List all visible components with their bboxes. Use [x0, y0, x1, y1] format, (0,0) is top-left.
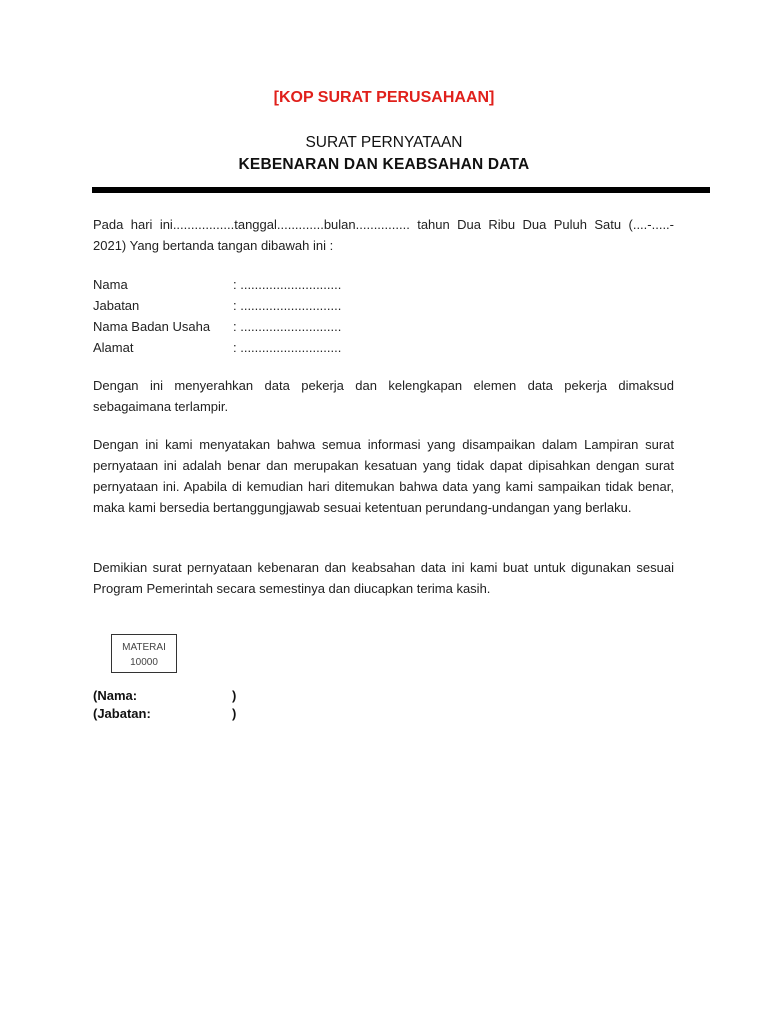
field-value: : ............................ — [233, 340, 342, 355]
field-row-jabatan — [93, 295, 341, 316]
closing-paragraph: Demikian surat pernyataan kebenaran dan keabsahan data ini kami buat untuk digunakan sesuai Program Pemerintah secara semestinya dan diucapkan terima kasih. — [93, 560, 674, 596]
field-row-nama-badan-usaha — [93, 316, 341, 337]
signature-name-close: ) — [232, 688, 237, 703]
signature-position-line — [93, 706, 237, 721]
intro-paragraph: Pada hari ini.................tanggal.............bulan............... tahun Dua Ribu Dua Puluh Satu (....-.....- 2021) Yang bertanda tangan dibawah ini : — [93, 217, 674, 253]
signature-name-line — [93, 688, 237, 703]
signature-position-close: ) — [232, 706, 237, 721]
data-submission-paragraph: Dengan ini menyerahkan data pekerja dan kelengkapan elemen data pekerja dimaksud sebagaimana terlampir. — [93, 378, 674, 414]
field-value: : ............................ — [233, 277, 342, 292]
signature-name-label: (Nama: — [93, 688, 138, 703]
field-label: Nama — [93, 277, 128, 292]
signature-position-label: (Jabatan: — [93, 706, 151, 721]
letterhead-placeholder: [KOP SURAT PERUSAHAAN] — [273, 89, 495, 106]
stamp-value: 10000 — [130, 657, 158, 668]
field-row-alamat — [93, 337, 341, 358]
stamp-label: MATERAI — [122, 642, 166, 653]
field-label: Nama Badan Usaha — [93, 319, 211, 334]
document-subtitle: KEBENARAN DAN KEABSAHAN DATA — [238, 156, 530, 173]
field-row-nama — [93, 274, 341, 295]
declaration-paragraph: Dengan ini kami menyatakan bahwa semua informasi yang disampaikan dalam Lampiran surat pernyataan ini adalah benar dan merupakan kesatuan yang tidak dapat dipisahkan dengan surat pernyataan ini. Apabila di kemudian hari ditemukan bahwa data yang kami sampaikan tidak benar, maka kami bersedia bertanggungjawab sesuai ketentuan perundang-undangan yang berlaku. — [93, 437, 674, 515]
field-label: Alamat — [93, 340, 134, 355]
revenue-stamp-box — [111, 634, 177, 673]
field-value: : ............................ — [233, 298, 342, 313]
signatory-fields — [93, 274, 341, 358]
document-title: SURAT PERNYATAAN — [305, 134, 463, 151]
field-value: : ............................ — [233, 319, 342, 334]
field-label: Jabatan — [93, 298, 140, 313]
header-divider — [92, 187, 710, 193]
